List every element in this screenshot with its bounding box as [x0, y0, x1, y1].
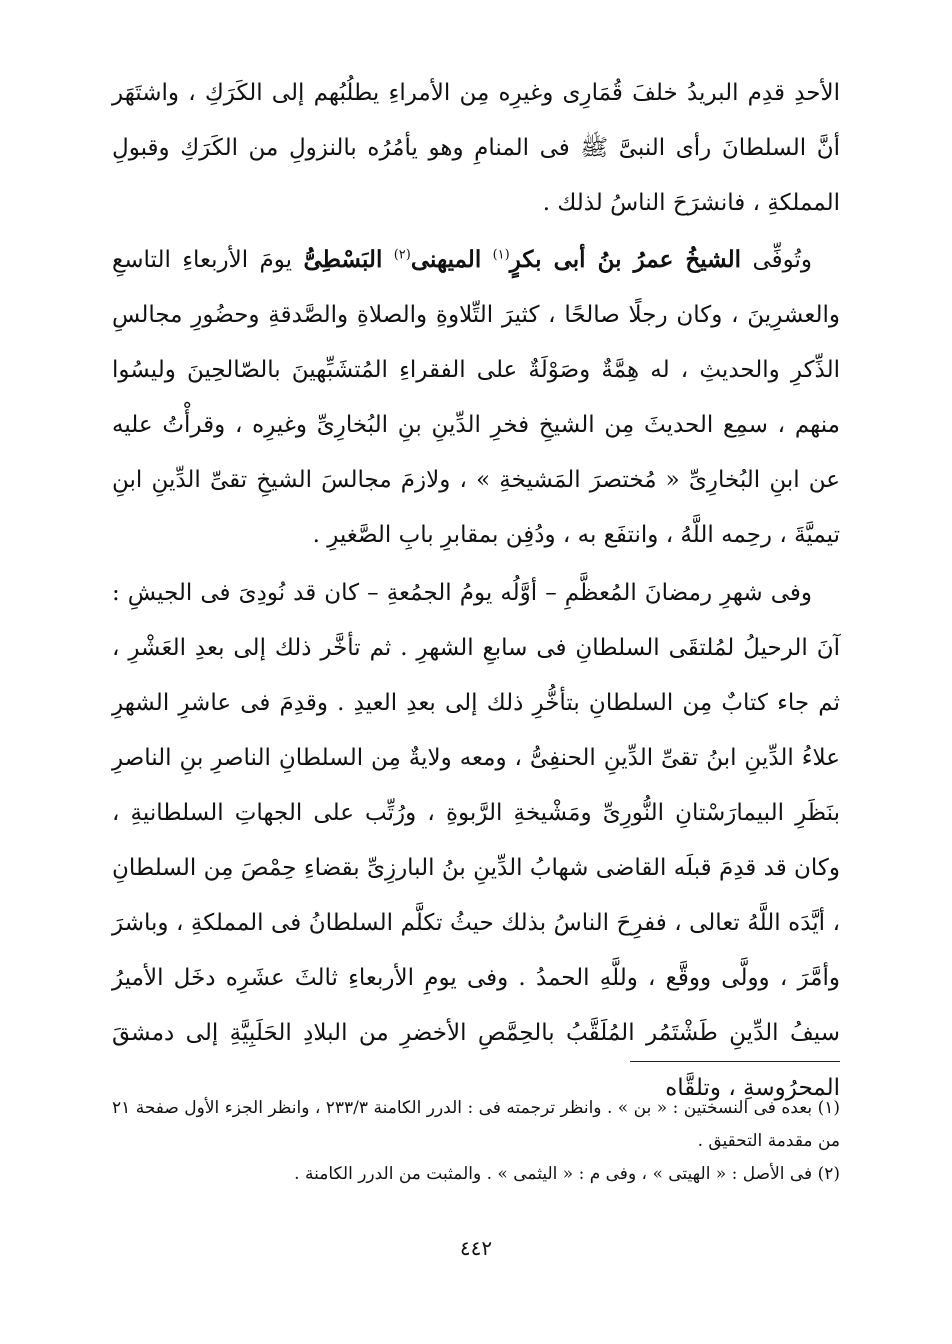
paragraph-1	[112, 66, 840, 231]
footnote-ref-2[interactable]: (٢)	[393, 247, 411, 263]
page-number: ٤٤٢	[459, 1236, 493, 1260]
person-name-part-2: الميهنى	[410, 246, 482, 273]
footnote-ref-1[interactable]: (١)	[492, 247, 510, 263]
footnote-2: (٢) فى الأصل : « الهيتى » ، وفى م : « اليثمى » . والمثبت من الدرر الكامنة .	[294, 1164, 840, 1184]
paragraph-3	[112, 566, 840, 1116]
obituary-intro: وتُوفِّى	[752, 247, 813, 273]
person-name-part-1: الشيخُ عمرُ بنُ أبى بكرٍ	[509, 246, 742, 273]
person-name-part-3: البَسْطِىُّ	[303, 246, 383, 273]
paragraph-3-text: وفى شهرِ رمضانَ المُعظَّمِ – أوَّلُه يومُ الجمُعةِ – كان قد نُودِىَ فى الجيشِ : آنَ الرحيلُ لمُلتقَى السلطانِ فى سابعِ الشهرِ . ثم تأخَّر ذلك إلى بعدِ العَشْرِ ، ثم جاء كتابٌ مِن السلطانِ بتأخُّرِ ذلك إلى بعدِ العيدِ . وقدِمَ فى عاشرِ الشهرِ علاءُ الدِّينِ ابنُ تقىِّ الدِّينِ الحنفِىُّ ، ومعه ولايةٌ مِن السلطانِ الناصرِ بنِ الناصرِ بنَظَرِ البيمارَسْتانِ النُّورِىِّ ومَشْيخةِ الرَّبوةِ ، ورُتِّب على الجهاتِ السلطانيةِ ، وكان قد قدِمَ قبلَه القاضى شهابُ الدِّينِ بنُ البارزِىِّ بقضاءِ حِمْصَ مِن السلطانِ ، أيَّدَه اللَّهُ تعالى ، ففرِحَ الناسُ بذلك حيثُ تكلَّم السلطانُ فى المملكةِ ، وباشرَ وأمَّرَ ، وولَّى ووقَّع ، وللَّهِ الحمدُ . وفى يومِ الأربعاءِ ثالثَ عشَرِه دخَل الأميرُ سيفُ الدِّينِ طَشْتَمُر المُلَقَّبُ بالحِمَّصِ الأخضرِ من البلادِ الحَلَبِيَّةِ إلى دمشقَ المحرُوسةِ ، وتلقَّاه	[112, 580, 840, 1101]
paragraph-1-text: الأحدِ قدِم البريدُ خلفَ قُمَارِى وغيرِه مِن الأمراءِ يطلُبُهم إلى الكَرَكِ ، واشتَهَر أنَّ السلطانَ رأى النبىَّ ﷺ فى المنامِ وهو يأمُرُه بالنزولِ من الكَرَكِ وقبولِ المملكةِ ، فانشرَحَ الناسُ لذلك .	[112, 80, 840, 216]
footnote-1: (١) بعده فى النسختين : « بن » . وانظر ترجمته فى : الدرر الكامنة ٢٣٣/٣ ، وانظر الجزء الأول صفحة ٢١ من مقدمة التحقيق .	[112, 1098, 840, 1151]
footnote-separator	[630, 1061, 840, 1062]
obituary-body: يومَ الأربعاءِ التاسعِ والعشرِينَ ، وكان رجلًا صالحًا ، كثيرَ التِّلاوةِ والصلاةِ والصَّدقةِ وحضُورِ مجالسِ الذِّكرِ والحديثِ ، له هِمَّةٌ وصَوْلَةٌ على الفقراءِ المُتشَبِّهينَ بالصّالحِينَ وليسُوا منهم ، سمِع الحديثَ مِن الشيخِ فخرِ الدِّينِ بنِ البُخارِىِّ وغيرِه ، وقرأْتُ عليه عن ابنِ البُخارِىِّ « مُختصرَ المَشيخةِ » ، ولازمَ مجالسَ الشيخِ تقىِّ الدِّينِ ابنِ تيميَّةَ ، رحِمه اللَّهُ ، وانتفَع به ، ودُفِن بمقابرِ بابِ الصَّغيرِ .	[112, 247, 840, 548]
footnotes	[112, 1092, 840, 1191]
paragraph-2	[112, 232, 840, 563]
paragraph-2-text	[112, 232, 840, 563]
